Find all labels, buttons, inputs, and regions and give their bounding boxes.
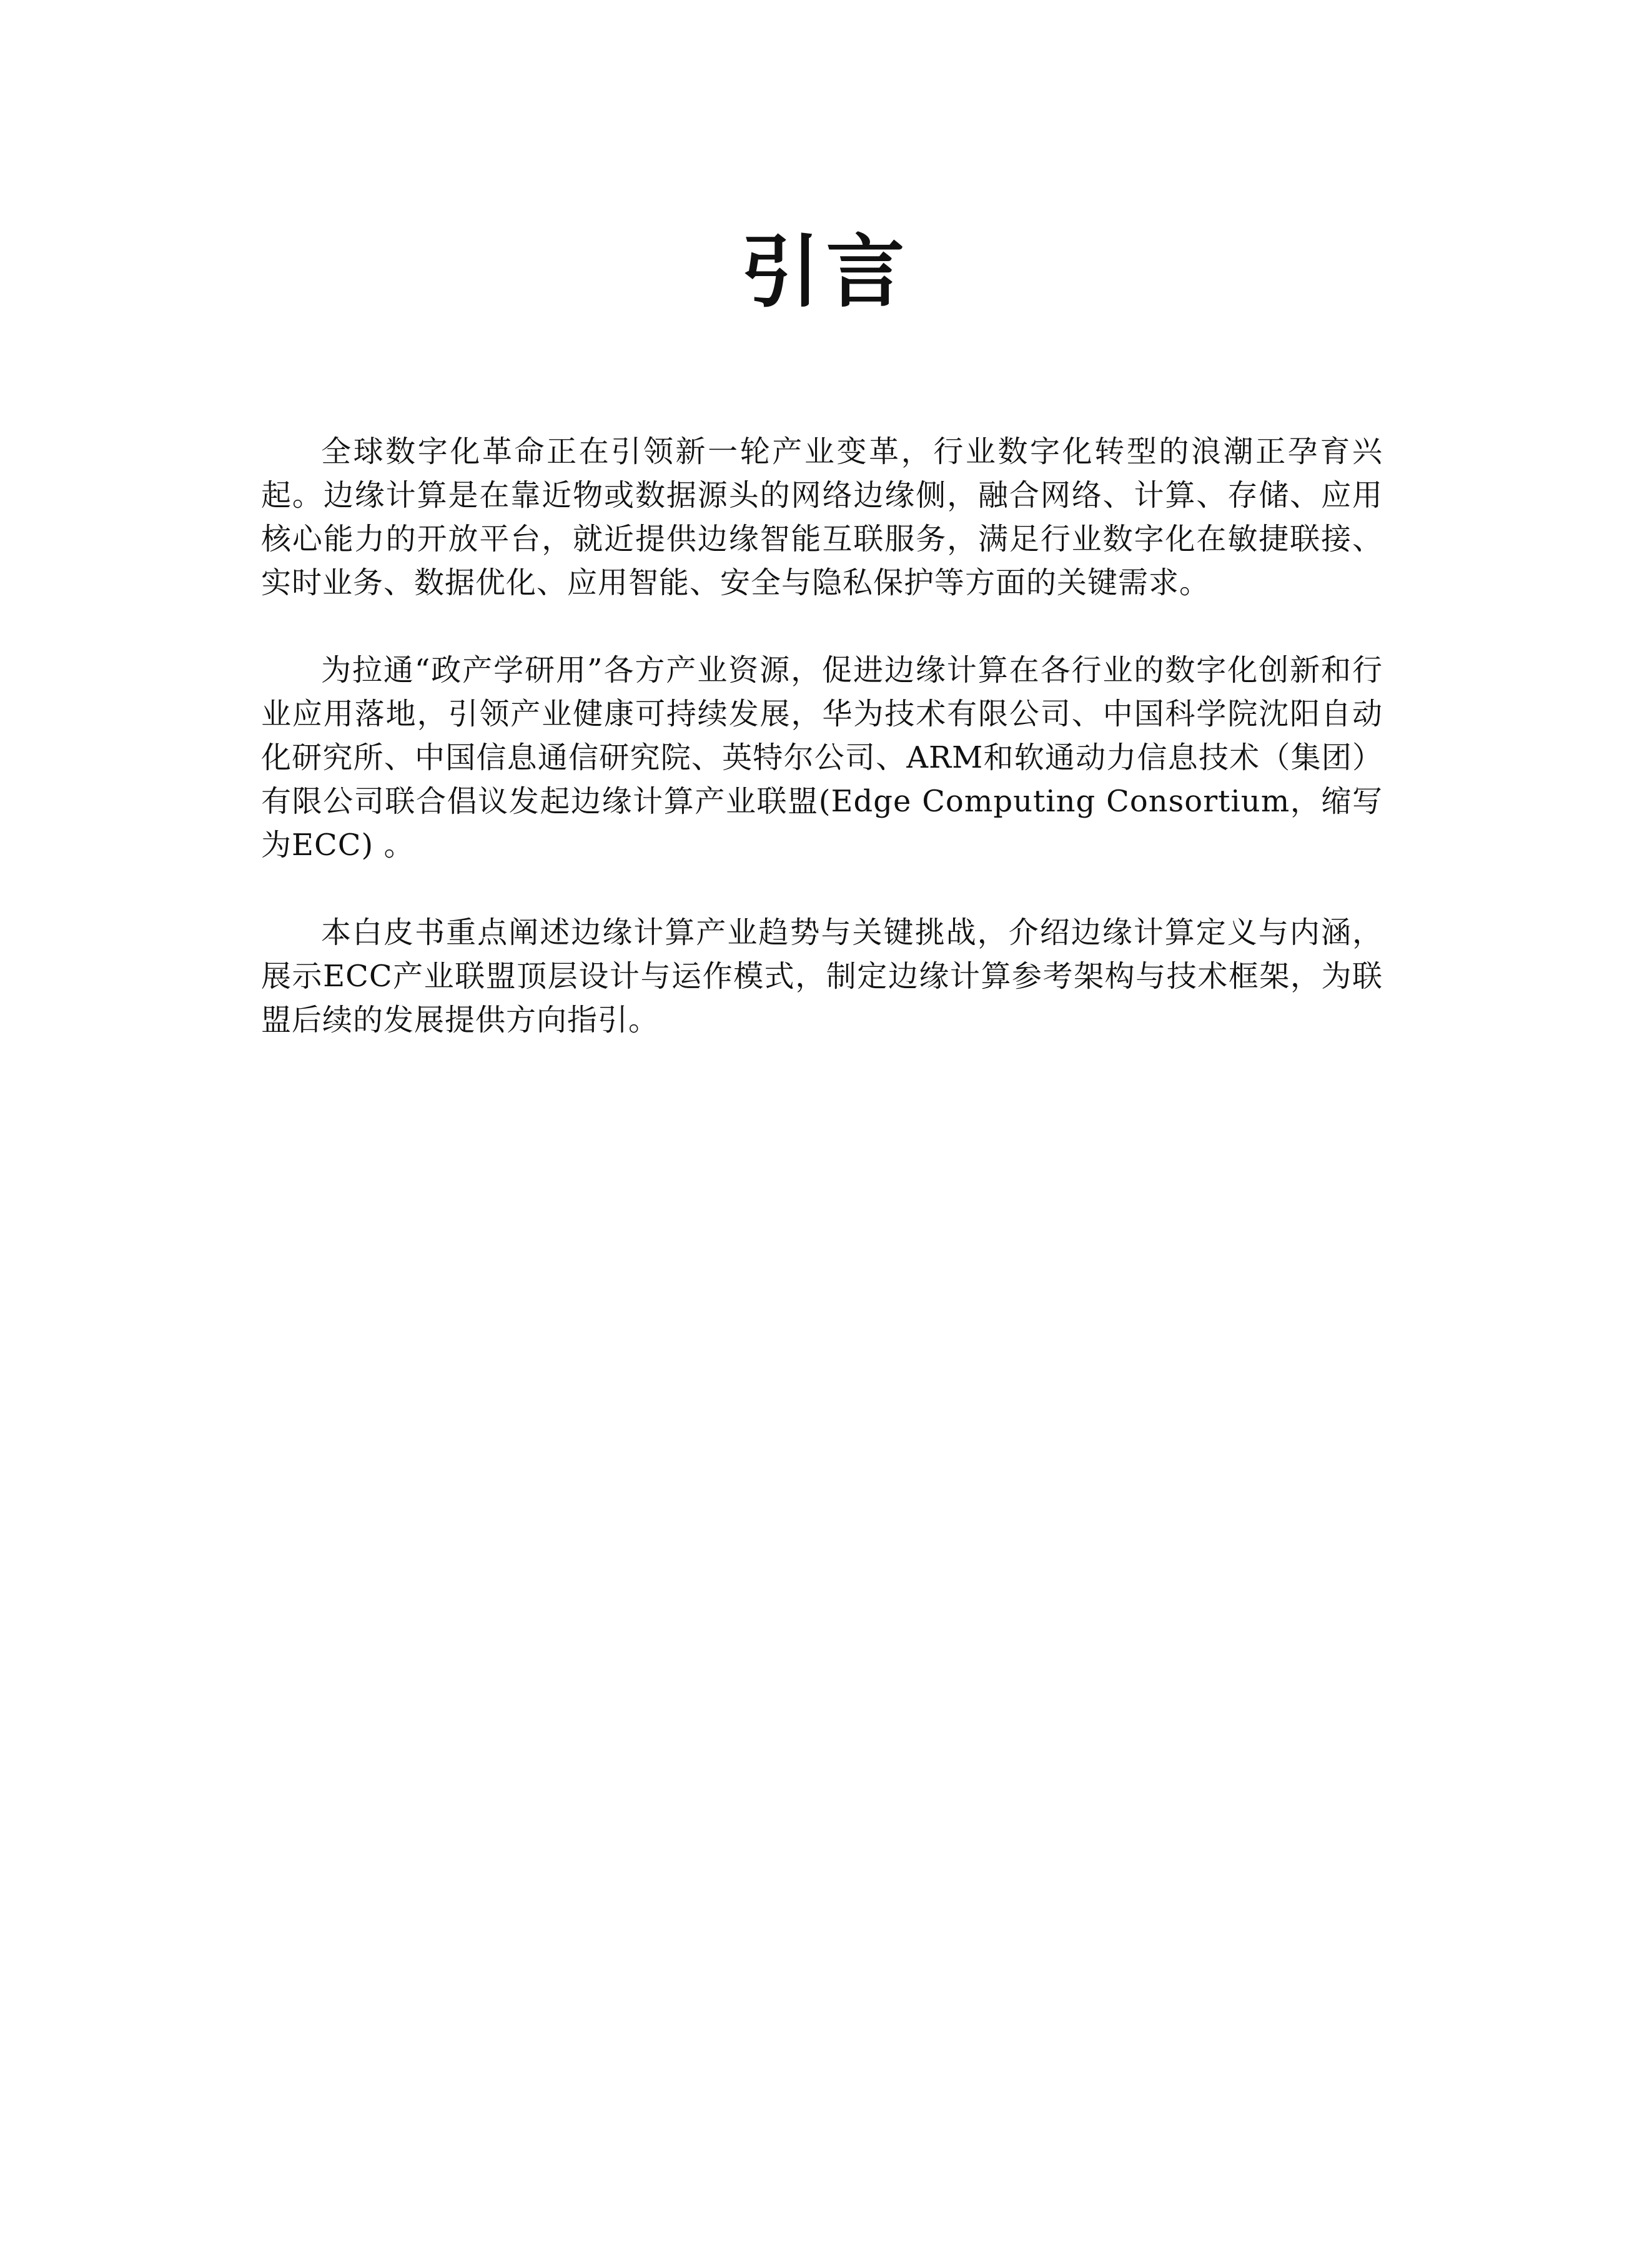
paragraph-2: 为拉通“政产学研用”各方产业资源，促进边缘计算在各行业的数字化创新和行业应用落地，引领产业健康可持续发展，华为技术有限公司、中国科学院沈阳自动化研究所、中国信息通信研究院、英特尔公司、ARM和软通动力信息技术（集团）有限公司联合倡议发起边缘计算产业联盟(Edge Computing Consortium，缩写为ECC) 。 [261,653,1383,863]
paragraph-3: 本白皮书重点阐述边缘计算产业趋势与关键挑战，介绍边缘计算定义与内涵，展示ECC产业联盟顶层设计与运作模式，制定边缘计算参考架构与技术框架，为联盟后续的发展提供方向指引。 [261,915,1383,1037]
page-title: 引言 [741,225,911,318]
body-text [261,430,1383,1042]
paragraph-1: 全球数字化革命正在引领新一轮产业变革，行业数字化转型的浪潮正孕育兴起。边缘计算是在靠近物或数据源头的网络边缘侧，融合网络、计算、存储、应用核心能力的开放平台，就近提供边缘智能互联服务，满足行业数字化在敏捷联接、实时业务、数据优化、应用智能、安全与隐私保护等方面的关键需求。 [261,434,1383,600]
